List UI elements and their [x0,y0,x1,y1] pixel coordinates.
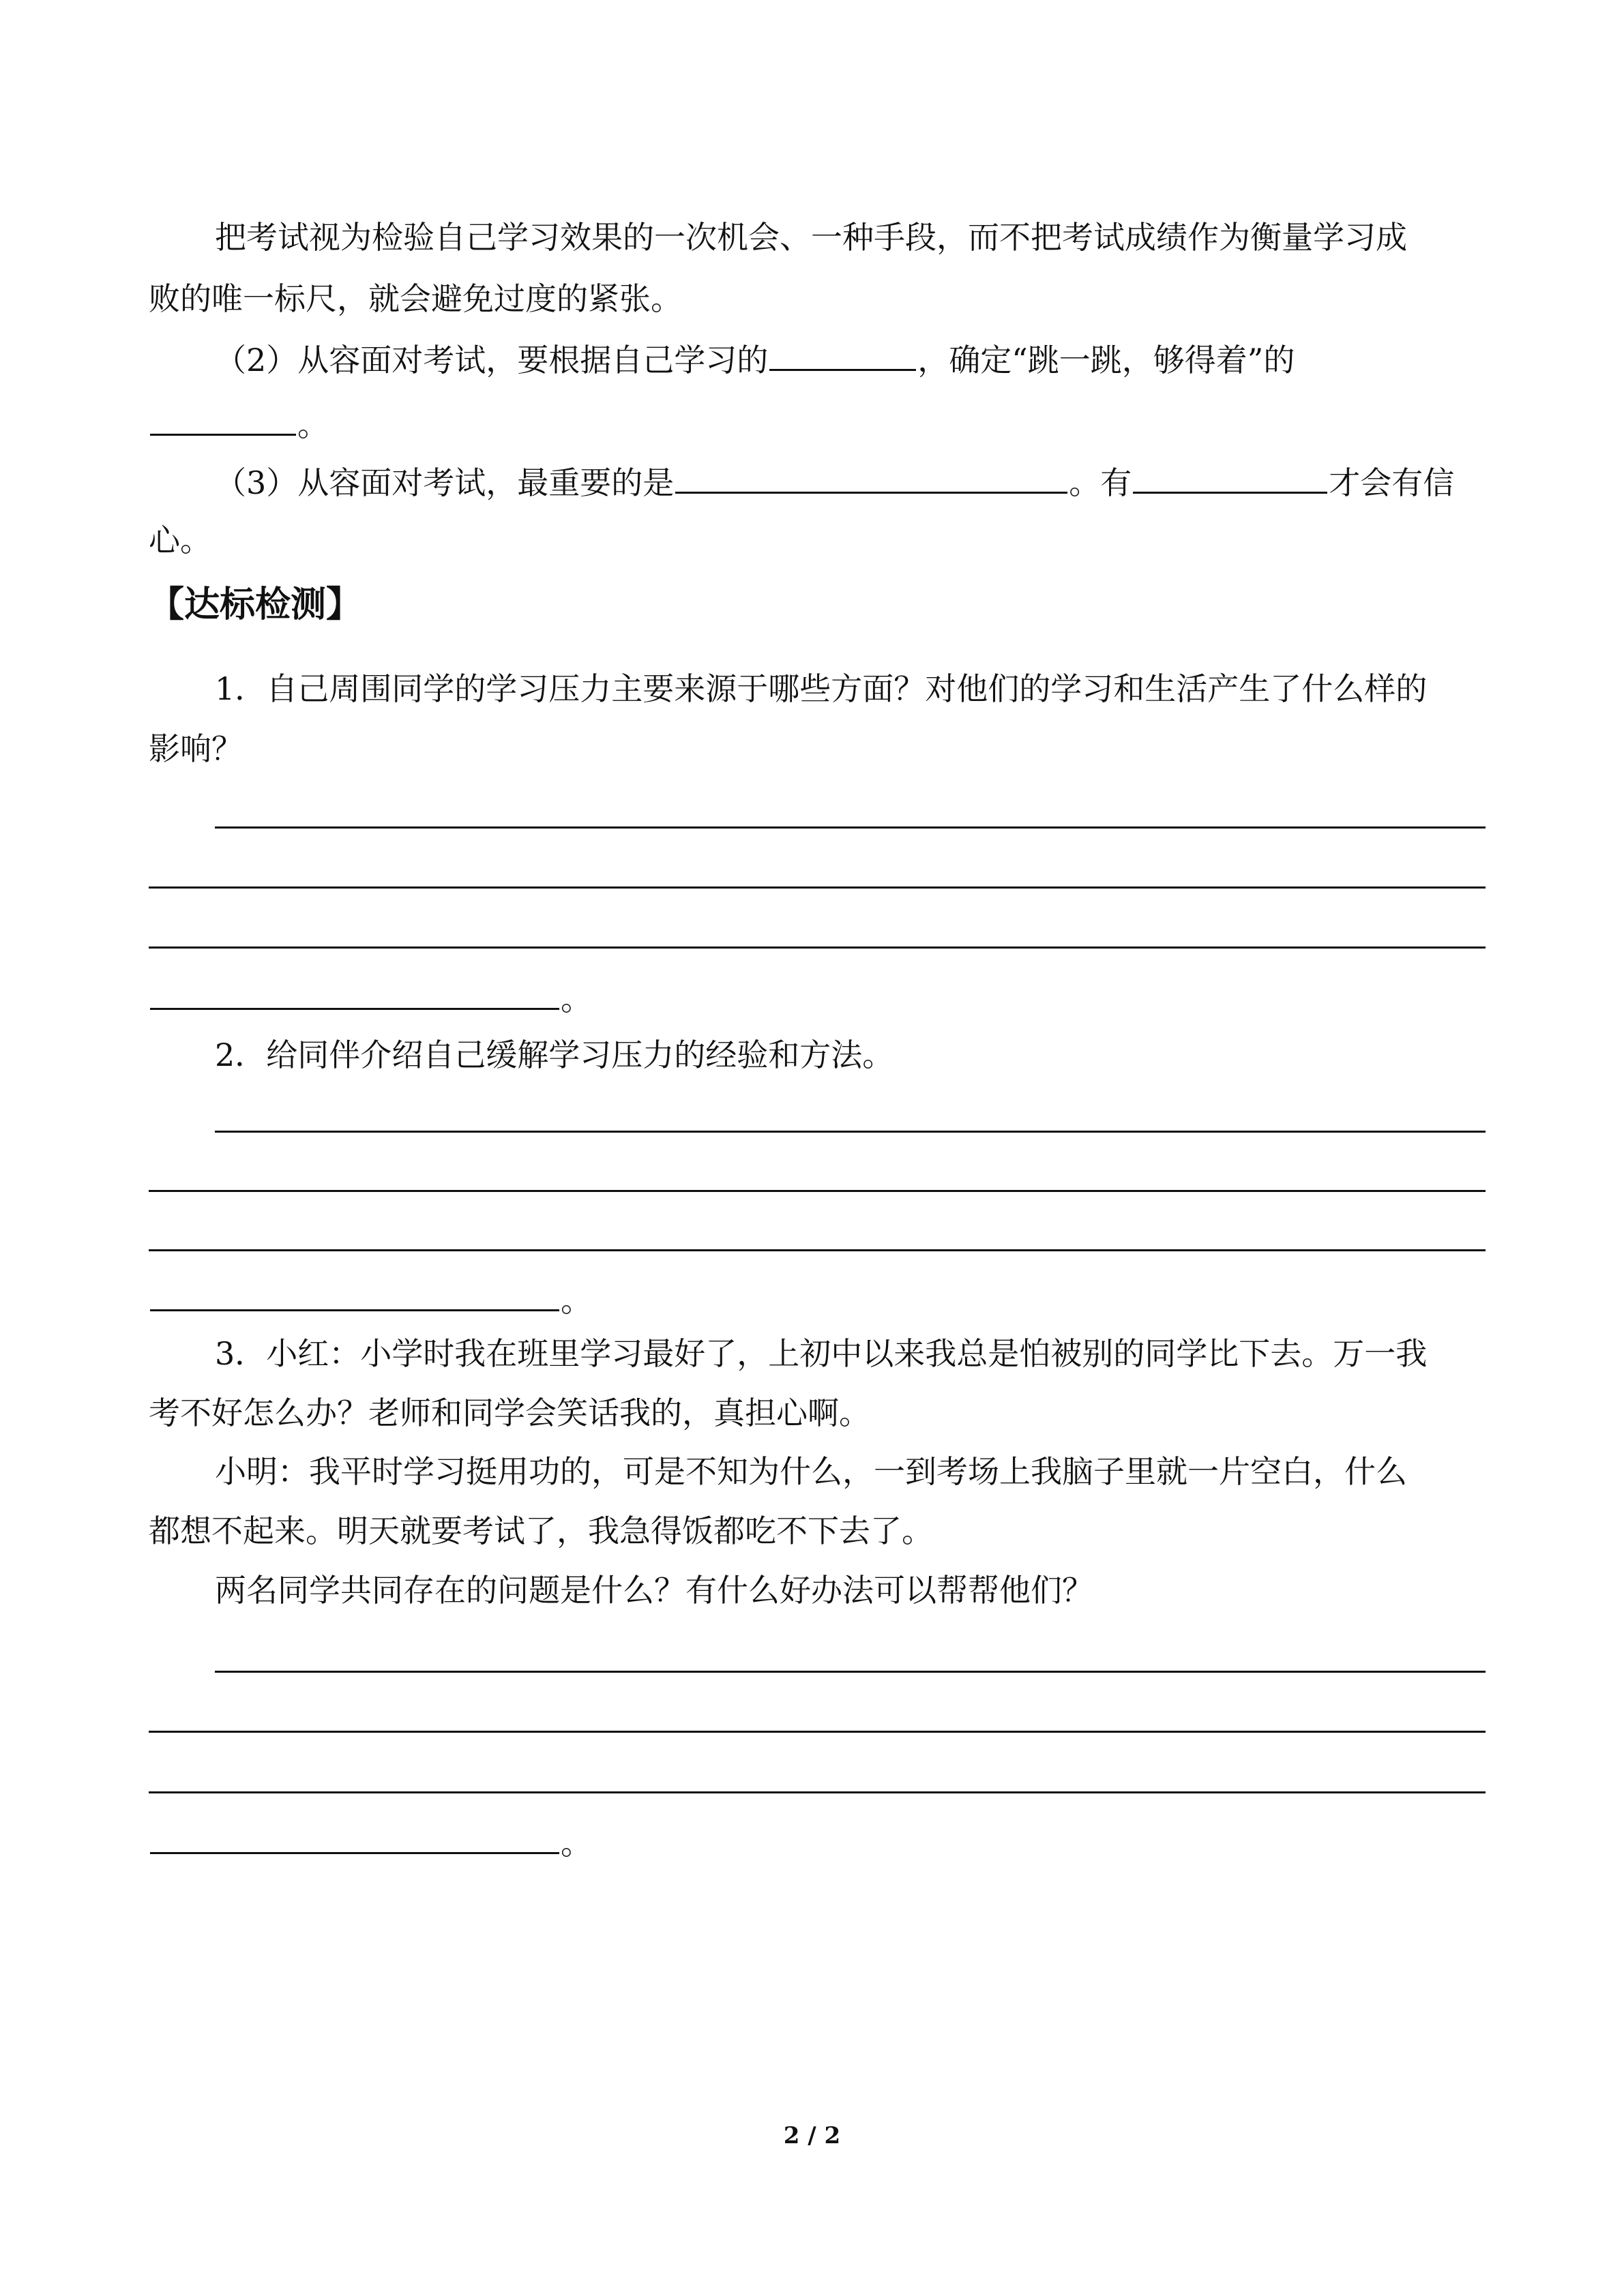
item3-text-a: （3）从容面对考试，最重要的是 [215,464,675,501]
q3-answer-line-1[interactable] [215,1671,1486,1673]
q1-line-2: 影响？ [149,730,243,767]
intro-line-1: 把考试视为检验自己学习效果的一次机会、一种手段，而不把考试成绩作为衡量学习成 [215,219,1407,256]
q2-line-1: 2．给同伴介绍自己缓解学习压力的经验和方法。 [215,1037,894,1073]
item2-text-b: ，确定“跳一跳，够得着”的 [917,342,1295,378]
item3-text-c: 才会有信 [1329,464,1455,501]
item3-blank-1[interactable] [675,460,1067,494]
item3-blank-2[interactable] [1133,460,1327,494]
q3-answer-line-3[interactable] [149,1791,1486,1793]
q3-line-5: 两名同学共同存在的问题是什么？有什么好办法可以帮帮他们？ [215,1572,1093,1609]
item2-blank-2[interactable] [150,402,296,436]
intro-line-2: 败的唯一标尺，就会避免过度的紧张。 [149,280,682,317]
q2-answer-line-1[interactable] [215,1131,1486,1133]
item2-line-2 [149,402,1486,445]
item3-line-2: 心。 [149,522,211,558]
q2-end-mark: 。 [561,1282,592,1319]
q2-answer-line-2[interactable] [149,1190,1486,1192]
q3-line-3: 小明：我平时学习挺用功的，可是不知为什么，一到考场上我脑子里就一片空白，什么 [215,1453,1407,1490]
q1-end-mark: 。 [561,981,592,1017]
item2-text-a: （2）从容面对考试，要根据自己学习的 [215,342,769,378]
q3-line-1: 3．小红：小学时我在班里学习最好了，上初中以来我总是怕被别的同学比下去。万一我 [215,1335,1428,1372]
item3-text-b: 。有 [1069,464,1132,501]
q3-line-4: 都想不起来。明天就要考试了，我急得饭都吃不下去了。 [149,1512,933,1549]
q1-answer-line-4[interactable] [150,976,559,1010]
q3-answer-line-4[interactable] [150,1821,559,1854]
q1-answer-line-2[interactable] [149,886,1486,889]
q1-answer-line-1[interactable] [215,826,1486,829]
q2-answer-line-3[interactable] [149,1249,1486,1251]
q3-end-mark: 。 [561,1825,592,1862]
q2-answer-end [149,1278,1486,1321]
item3-line-1 [215,460,1486,503]
section-title: 【达标检测】 [149,584,362,625]
q3-line-2: 考不好怎么办？老师和同学会笑话我的，真担心啊。 [149,1395,870,1431]
item2-line-1 [215,338,1486,381]
q1-answer-end [149,976,1486,1019]
item2-text-c: 。 [297,406,329,443]
page-number: 2 / 2 [783,2122,841,2149]
q1-answer-line-3[interactable] [149,946,1486,949]
q3-answer-line-2[interactable] [149,1731,1486,1733]
q2-answer-line-4[interactable] [150,1278,559,1311]
item2-blank-1[interactable] [769,338,916,371]
q3-answer-end [149,1821,1486,1864]
q1-line-1: 1．自己周围同学的学习压力主要来源于哪些方面？对他们的学习和生活产生了什么样的 [215,670,1428,707]
